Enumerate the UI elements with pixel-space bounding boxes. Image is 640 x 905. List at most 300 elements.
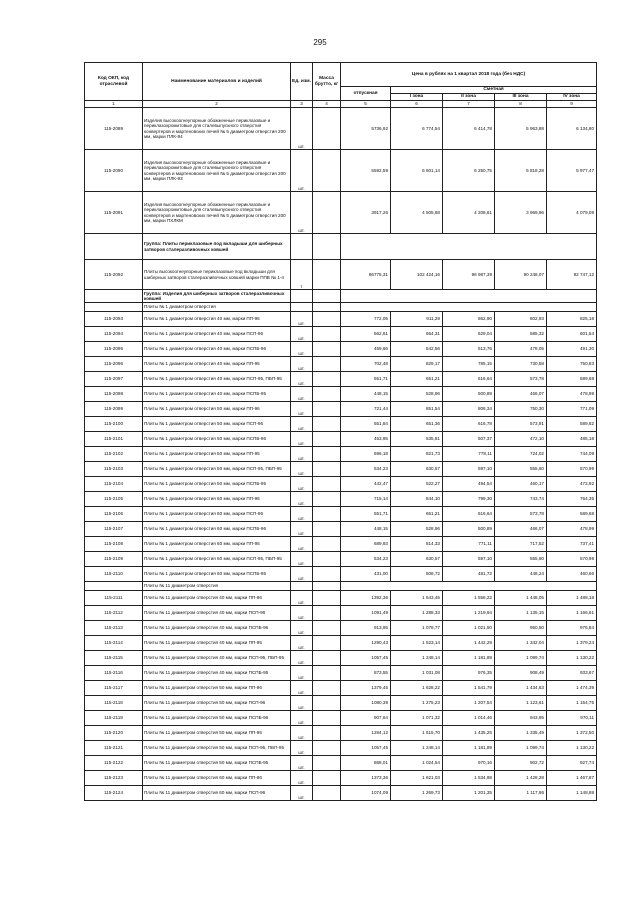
price-zone-4: 927,74 bbox=[547, 756, 597, 771]
subgroup-title: Плиты № 11 диаметром отверстия bbox=[143, 582, 291, 591]
empty-code-cell bbox=[85, 582, 143, 591]
item-mass bbox=[313, 567, 341, 582]
price-zone-1: 522,27 bbox=[391, 477, 443, 492]
header-zone-1: I зона bbox=[391, 94, 443, 101]
price-zone-1: 508,72 bbox=[391, 567, 443, 582]
item-mass bbox=[313, 372, 341, 387]
price-zone-4: 764,35 bbox=[547, 492, 597, 507]
price-zone-2: 771,11 bbox=[443, 537, 495, 552]
price-release: 696,18 bbox=[341, 447, 391, 462]
price-zone-3: 1 434,63 bbox=[495, 681, 547, 696]
price-zone-2: 4 208,61 bbox=[443, 192, 495, 234]
price-release: 86775,31 bbox=[341, 260, 391, 290]
item-unit: шт. bbox=[291, 636, 313, 651]
price-release: 442,47 bbox=[341, 477, 391, 492]
price-release: 868,01 bbox=[341, 756, 391, 771]
price-zone-3: 1 135,15 bbox=[495, 606, 547, 621]
empty-cell bbox=[291, 582, 313, 591]
item-unit: шт. bbox=[291, 108, 313, 150]
price-zone-4: 1 372,50 bbox=[547, 726, 597, 741]
table-row bbox=[85, 150, 597, 192]
price-zone-1: 1 269,73 bbox=[391, 786, 443, 801]
item-mass bbox=[313, 537, 341, 552]
price-zone-3: 1 428,28 bbox=[495, 771, 547, 786]
item-code: 115-2108 bbox=[85, 537, 143, 552]
price-zone-1: 542,56 bbox=[391, 342, 443, 357]
table-row bbox=[85, 552, 597, 567]
price-zone-4: 1 474,39 bbox=[547, 681, 597, 696]
price-zone-1: 651,21 bbox=[391, 372, 443, 387]
price-zone-1: 1 643,45 bbox=[391, 591, 443, 606]
price-zone-1: 528,96 bbox=[391, 387, 443, 402]
item-name: Изделия высокоогнеупорные обожженные периклазовые и периклазохромитовые для сталевыпускного отверстия конвертеров и мартеновских печей № 5 диаметром отверстия 200 мм, марки ПЛК-94 bbox=[143, 108, 291, 150]
item-code: 115-2098 bbox=[85, 387, 143, 402]
price-zone-4: 92 747,12 bbox=[547, 260, 597, 290]
empty-cell bbox=[313, 290, 341, 303]
price-zone-4: 478,99 bbox=[547, 387, 597, 402]
price-zone-4: 478,99 bbox=[547, 522, 597, 537]
item-code: 115-2110 bbox=[85, 567, 143, 582]
item-name: Плиты № 11 диаметром отверстия 40 мм, марки ПП-96 bbox=[143, 591, 291, 606]
item-code: 115-2100 bbox=[85, 417, 143, 432]
price-zone-1: 6 774,54 bbox=[391, 108, 443, 150]
table-row bbox=[85, 432, 597, 447]
item-unit: шт. bbox=[291, 522, 313, 537]
item-code: 115-2117 bbox=[85, 681, 143, 696]
price-zone-4: 570,99 bbox=[547, 462, 597, 477]
price-zone-3: 1 123,61 bbox=[495, 696, 547, 711]
empty-cell bbox=[291, 290, 313, 303]
table-body bbox=[85, 108, 597, 801]
item-code: 115-2119 bbox=[85, 711, 143, 726]
price-zone-3: 717,52 bbox=[495, 537, 547, 552]
price-zone-4: 744,09 bbox=[547, 447, 597, 462]
item-unit: шт. bbox=[291, 327, 313, 342]
price-release: 1074,09 bbox=[341, 786, 391, 801]
price-zone-2: 785,15 bbox=[443, 357, 495, 372]
price-zone-2: 1 219,94 bbox=[443, 606, 495, 621]
price-zone-1: 1 248,14 bbox=[391, 741, 443, 756]
price-zone-2: 1 014,46 bbox=[443, 711, 495, 726]
price-zone-4: 750,83 bbox=[547, 357, 597, 372]
item-code: 115-2107 bbox=[85, 522, 143, 537]
item-unit: шт. bbox=[291, 681, 313, 696]
price-zone-4: 491,30 bbox=[547, 342, 597, 357]
empty-cell bbox=[313, 582, 341, 591]
item-mass bbox=[313, 552, 341, 567]
item-code: 115-2124 bbox=[85, 786, 143, 801]
table-row bbox=[85, 492, 597, 507]
empty-cell bbox=[313, 234, 341, 260]
table-row bbox=[85, 711, 597, 726]
table-row bbox=[85, 741, 597, 756]
item-unit: шт. bbox=[291, 477, 313, 492]
item-mass bbox=[313, 357, 341, 372]
price-release: 562,61 bbox=[341, 327, 391, 342]
table-row bbox=[85, 771, 597, 786]
item-name: Плиты № 1 диаметром отверстия 40 мм, марки ПП-95 bbox=[143, 357, 291, 372]
item-mass bbox=[313, 312, 341, 327]
price-zone-2: 96 987,39 bbox=[443, 260, 495, 290]
price-release: 1080,39 bbox=[341, 696, 391, 711]
price-zone-3: 460,17 bbox=[495, 477, 547, 492]
table-row bbox=[85, 681, 597, 696]
item-unit: шт. bbox=[291, 357, 313, 372]
item-unit: шт. bbox=[291, 537, 313, 552]
item-unit: шт. bbox=[291, 402, 313, 417]
item-mass bbox=[313, 606, 341, 621]
item-name: Плиты № 1 диаметром отверстия 40 мм, марки ПСП-96 bbox=[143, 327, 291, 342]
table-row bbox=[85, 636, 597, 651]
item-code: 115-2115 bbox=[85, 651, 143, 666]
item-name: Плиты № 11 диаметром отверстия 50 мм, марки ПСП-95, ПБП-95 bbox=[143, 741, 291, 756]
price-zone-2: 1 435,25 bbox=[443, 726, 495, 741]
price-release: 5592,59 bbox=[341, 150, 391, 192]
item-unit: шт. bbox=[291, 372, 313, 387]
group-title: Группа: Плиты периклазовые под вкладыши для шиберных затворов сталеразливочных ковшей bbox=[143, 234, 291, 260]
item-name: Плиты № 11 диаметром отверстия 40 мм, марки ПСПБ-95 bbox=[143, 666, 291, 681]
item-unit: шт. bbox=[291, 432, 313, 447]
item-name: Плиты № 11 диаметром отверстия 40 мм, марки ПСП-96 bbox=[143, 606, 291, 621]
price-release: 534,23 bbox=[341, 462, 391, 477]
item-code: 115-2106 bbox=[85, 507, 143, 522]
item-name: Плиты № 1 диаметром отверстия 50 мм, марки ПСПБ-96 bbox=[143, 432, 291, 447]
price-release: 721,44 bbox=[341, 402, 391, 417]
item-mass bbox=[313, 651, 341, 666]
price-zone-2: 597,10 bbox=[443, 462, 495, 477]
price-zone-1: 4 505,68 bbox=[391, 192, 443, 234]
item-mass bbox=[313, 192, 341, 234]
table-row bbox=[85, 108, 597, 150]
item-mass bbox=[313, 786, 341, 801]
price-zone-3: 466,07 bbox=[495, 387, 547, 402]
price-release: 1290,43 bbox=[341, 636, 391, 651]
col-number: 5 bbox=[341, 101, 391, 108]
price-zone-3: 908,49 bbox=[495, 666, 547, 681]
price-zone-4: 771,09 bbox=[547, 402, 597, 417]
subgroup-title: Плиты № 1 диаметром отверстия bbox=[143, 303, 291, 312]
empty-code-cell bbox=[85, 290, 143, 303]
price-zone-2: 1 541,79 bbox=[443, 681, 495, 696]
item-unit: шт. bbox=[291, 786, 313, 801]
price-zone-2: 1 021,50 bbox=[443, 621, 495, 636]
price-zone-4: 976,84 bbox=[547, 621, 597, 636]
empty-cell bbox=[313, 303, 341, 312]
item-code: 115-2111 bbox=[85, 591, 143, 606]
price-release: 431,00 bbox=[341, 567, 391, 582]
price-zone-2: 6 250,75 bbox=[443, 150, 495, 192]
item-code: 115-2104 bbox=[85, 477, 143, 492]
price-zone-3: 902,72 bbox=[495, 756, 547, 771]
empty-code-cell bbox=[85, 303, 143, 312]
table-row bbox=[85, 462, 597, 477]
price-zone-1: 1 288,33 bbox=[391, 606, 443, 621]
table-row bbox=[85, 342, 597, 357]
item-code: 115-2102 bbox=[85, 447, 143, 462]
price-zone-4: 485,18 bbox=[547, 432, 597, 447]
price-zone-2: 500,89 bbox=[443, 387, 495, 402]
header-price-title: Цена в рублях на 1 квартал 2018 года (без НДС) bbox=[341, 63, 597, 87]
price-zone-3: 472,10 bbox=[495, 432, 547, 447]
price-zone-1: 1 621,03 bbox=[391, 771, 443, 786]
item-unit: шт. bbox=[291, 666, 313, 681]
price-zone-2: 778,11 bbox=[443, 447, 495, 462]
price-zone-2: 1 181,89 bbox=[443, 651, 495, 666]
price-zone-1: 821,73 bbox=[391, 447, 443, 462]
price-release: 453,95 bbox=[341, 432, 391, 447]
item-name: Изделия высокоогнеупорные обожженные периклазовые и периклазохромитовые для сталевыпускного отверстия конвертеров и мартеновских печей № 5 диаметром отверстия 200 мм, марки ПХЛКМ bbox=[143, 192, 291, 234]
table-row bbox=[85, 591, 597, 606]
table-row bbox=[85, 312, 597, 327]
item-mass bbox=[313, 402, 341, 417]
price-zone-1: 651,21 bbox=[391, 507, 443, 522]
price-release: 1379,45 bbox=[341, 681, 391, 696]
item-unit: шт. bbox=[291, 696, 313, 711]
header-unit: Ед. изм. bbox=[291, 63, 313, 101]
price-zone-1: 1 071,32 bbox=[391, 711, 443, 726]
price-zone-4: 970,11 bbox=[547, 711, 597, 726]
item-mass bbox=[313, 462, 341, 477]
price-zone-4: 933,67 bbox=[547, 666, 597, 681]
price-release: 907,64 bbox=[341, 711, 391, 726]
col-number: 7 bbox=[443, 101, 495, 108]
item-name: Плиты № 1 диаметром отверстия 60 мм, марки ПСПБ-96 bbox=[143, 522, 291, 537]
item-code: 115-2090 bbox=[85, 150, 143, 192]
empty-code-cell bbox=[85, 234, 143, 260]
table-row bbox=[85, 477, 597, 492]
item-mass bbox=[313, 636, 341, 651]
item-unit: шт. bbox=[291, 606, 313, 621]
table-row bbox=[85, 387, 597, 402]
price-zone-3: 448,24 bbox=[495, 567, 547, 582]
table-row bbox=[85, 621, 597, 636]
price-release: 551,84 bbox=[341, 417, 391, 432]
item-code: 115-2093 bbox=[85, 312, 143, 327]
table-row bbox=[85, 507, 597, 522]
price-release: 1091,49 bbox=[341, 606, 391, 621]
price-zone-1: 102 424,16 bbox=[391, 260, 443, 290]
item-name: Плиты № 11 диаметром отверстия 50 мм, марки ПСП-96 bbox=[143, 696, 291, 711]
price-zone-2: 862,90 bbox=[443, 312, 495, 327]
price-zone-3: 478,05 bbox=[495, 342, 547, 357]
price-zone-2: 1 534,98 bbox=[443, 771, 495, 786]
price-release: 1392,36 bbox=[341, 591, 391, 606]
price-zone-1: 1 078,77 bbox=[391, 621, 443, 636]
price-zone-3: 466,07 bbox=[495, 522, 547, 537]
item-name: Плиты № 11 диаметром отверстия 40 мм, марки ПП-95 bbox=[143, 636, 291, 651]
price-zone-1: 1 523,14 bbox=[391, 636, 443, 651]
price-zone-4: 4 079,08 bbox=[547, 192, 597, 234]
item-code: 115-2094 bbox=[85, 327, 143, 342]
item-mass bbox=[313, 342, 341, 357]
header-mass: Масса брутто, кг bbox=[313, 63, 341, 101]
table-row bbox=[85, 567, 597, 582]
item-name: Изделия высокоогнеупорные обожженные периклазовые и периклазохромитовые для сталевыпускного отверстия конвертеров и мартеновских печей № 5 диаметром отверстия 200 мм, марки ПЛК-93 bbox=[143, 150, 291, 192]
item-name: Плиты № 11 диаметром отверстия 50 мм, марки ПСПБ-95 bbox=[143, 756, 291, 771]
item-code: 115-2091 bbox=[85, 192, 143, 234]
price-zone-3: 573,91 bbox=[495, 417, 547, 432]
price-zone-1: 630,57 bbox=[391, 552, 443, 567]
page-number: 295 bbox=[313, 38, 327, 47]
item-name: Плиты № 11 диаметром отверстия 60 мм, марки ПСП-96 bbox=[143, 786, 291, 801]
table-row bbox=[85, 666, 597, 681]
item-code: 115-2116 bbox=[85, 666, 143, 681]
price-zone-4: 1 130,22 bbox=[547, 651, 597, 666]
item-code: 115-2089 bbox=[85, 108, 143, 150]
table-row bbox=[85, 260, 597, 290]
price-zone-2: 970,16 bbox=[443, 756, 495, 771]
item-name: Плиты № 1 диаметром отверстия 50 мм, марки ПП-95 bbox=[143, 447, 291, 462]
empty-cell bbox=[291, 234, 313, 260]
price-zone-2: 500,89 bbox=[443, 522, 495, 537]
item-name: Плиты № 1 диаметром отверстия 40 мм, марки ПСПБ-96 bbox=[143, 342, 291, 357]
col-number: 2 bbox=[143, 101, 291, 108]
price-zone-2: 616,64 bbox=[443, 372, 495, 387]
col-number: 4 bbox=[313, 101, 341, 108]
item-mass bbox=[313, 741, 341, 756]
header-zone-3: III зона bbox=[495, 94, 547, 101]
item-name: Плиты № 1 диаметром отверстия 40 мм, марки ПСПБ-95 bbox=[143, 387, 291, 402]
item-unit: шт. bbox=[291, 552, 313, 567]
price-zone-4: 1 154,75 bbox=[547, 696, 597, 711]
price-zone-1: 6 601,14 bbox=[391, 150, 443, 192]
price-release: 448,15 bbox=[341, 387, 391, 402]
price-release: 873,55 bbox=[341, 666, 391, 681]
item-mass bbox=[313, 417, 341, 432]
price-zone-1: 1 515,70 bbox=[391, 726, 443, 741]
price-zone-3: 1 099,74 bbox=[495, 651, 547, 666]
item-code: 115-2103 bbox=[85, 462, 143, 477]
item-code: 115-2123 bbox=[85, 771, 143, 786]
price-zone-3: 943,95 bbox=[495, 711, 547, 726]
header-wholesale: Сметная bbox=[391, 87, 597, 94]
header-name: Наименование материалов и изделий bbox=[143, 63, 291, 101]
item-code: 115-2120 bbox=[85, 726, 143, 741]
table-row bbox=[85, 327, 597, 342]
price-zone-2: 799,30 bbox=[443, 492, 495, 507]
item-code: 115-2096 bbox=[85, 357, 143, 372]
price-release: 459,66 bbox=[341, 342, 391, 357]
price-release: 715,14 bbox=[341, 492, 391, 507]
item-mass bbox=[313, 387, 341, 402]
price-zone-3: 555,60 bbox=[495, 552, 547, 567]
price-zone-1: 1 024,54 bbox=[391, 756, 443, 771]
item-unit: шт. bbox=[291, 150, 313, 192]
table-row bbox=[85, 786, 597, 801]
item-mass bbox=[313, 711, 341, 726]
price-release: 3917,26 bbox=[341, 192, 391, 234]
item-code: 115-2113 bbox=[85, 621, 143, 636]
col-number: 1 bbox=[85, 101, 143, 108]
price-release: 1284,12 bbox=[341, 726, 391, 741]
table-row bbox=[85, 651, 597, 666]
price-zone-1: 1 031,08 bbox=[391, 666, 443, 681]
price-zone-2: 629,04 bbox=[443, 327, 495, 342]
item-mass bbox=[313, 260, 341, 290]
price-zone-1: 911,29 bbox=[391, 312, 443, 327]
price-release: 1057,45 bbox=[341, 651, 391, 666]
item-unit: шт. bbox=[291, 192, 313, 234]
table-row bbox=[85, 606, 597, 621]
item-unit: шт. bbox=[291, 462, 313, 477]
item-name: Плиты № 1 диаметром отверстия 40 мм, марки ПП-96 bbox=[143, 312, 291, 327]
price-zone-2: 597,10 bbox=[443, 552, 495, 567]
price-zone-2: 1 181,89 bbox=[443, 741, 495, 756]
item-name: Плиты № 1 диаметром отверстия 60 мм, марки ПСП-96 bbox=[143, 507, 291, 522]
item-mass bbox=[313, 681, 341, 696]
price-release: 448,15 bbox=[341, 522, 391, 537]
item-name: Плиты № 1 диаметром отверстия 60 мм, марки ПП-96 bbox=[143, 492, 291, 507]
empty-cell bbox=[341, 582, 597, 591]
item-unit: шт. bbox=[291, 507, 313, 522]
price-zone-1: 535,81 bbox=[391, 432, 443, 447]
item-mass bbox=[313, 447, 341, 462]
item-unit: шт. bbox=[291, 342, 313, 357]
item-mass bbox=[313, 756, 341, 771]
price-zone-1: 1 248,14 bbox=[391, 651, 443, 666]
table-row bbox=[85, 696, 597, 711]
price-zone-3: 5 818,28 bbox=[495, 150, 547, 192]
item-code: 115-2105 bbox=[85, 492, 143, 507]
header-zone-2: II зона bbox=[443, 94, 495, 101]
item-name: Плиты № 1 диаметром отверстия 40 мм, марки ПСП-95, ПБП-95 bbox=[143, 372, 291, 387]
item-mass bbox=[313, 666, 341, 681]
price-zone-4: 1 467,87 bbox=[547, 771, 597, 786]
item-mass bbox=[313, 771, 341, 786]
price-release: 913,95 bbox=[341, 621, 391, 636]
item-name: Плиты № 1 диаметром отверстия 60 мм, марки ПП-95 bbox=[143, 537, 291, 552]
subgroup-row bbox=[85, 303, 597, 312]
table-row bbox=[85, 726, 597, 741]
col-number: 9 bbox=[547, 101, 597, 108]
price-zone-3: 5 963,88 bbox=[495, 108, 547, 150]
item-name: Плиты № 11 диаметром отверстия 50 мм, марки ПП-95 bbox=[143, 726, 291, 741]
item-name: Плиты № 1 диаметром отверстия 60 мм, марки ПСПБ-95 bbox=[143, 567, 291, 582]
item-code: 115-2118 bbox=[85, 696, 143, 711]
price-zone-1: 814,33 bbox=[391, 537, 443, 552]
item-name: Плиты № 11 диаметром отверстия 60 мм, марки ПП-96 bbox=[143, 771, 291, 786]
price-release: 702,48 bbox=[341, 357, 391, 372]
item-mass bbox=[313, 492, 341, 507]
table-row bbox=[85, 357, 597, 372]
item-name: Плиты высокоогнеупорные периклазовые под вкладыши для шиберных затворов сталеразливочных ковшей марки ППВ № 1-4 bbox=[143, 260, 291, 290]
price-release: 772,05 bbox=[341, 312, 391, 327]
item-mass bbox=[313, 621, 341, 636]
header-zone-4: IV зона bbox=[547, 94, 597, 101]
price-zone-3: 1 335,49 bbox=[495, 726, 547, 741]
price-zone-3: 1 448,05 bbox=[495, 591, 547, 606]
price-zone-1: 664,31 bbox=[391, 327, 443, 342]
group-row bbox=[85, 290, 597, 303]
item-name: Плиты № 11 диаметром отверстия 40 мм, марки ПСПБ-96 bbox=[143, 621, 291, 636]
item-mass bbox=[313, 477, 341, 492]
subgroup-row bbox=[85, 582, 597, 591]
price-zone-3: 724,02 bbox=[495, 447, 547, 462]
price-zone-4: 589,68 bbox=[547, 372, 597, 387]
price-zone-3: 555,60 bbox=[495, 462, 547, 477]
item-mass bbox=[313, 726, 341, 741]
price-zone-1: 1 628,22 bbox=[391, 681, 443, 696]
price-zone-1: 1 275,23 bbox=[391, 696, 443, 711]
item-code: 115-2097 bbox=[85, 372, 143, 387]
table-row bbox=[85, 417, 597, 432]
item-mass bbox=[313, 327, 341, 342]
price-zone-1: 528,96 bbox=[391, 522, 443, 537]
price-zone-2: 616,64 bbox=[443, 507, 495, 522]
table-row bbox=[85, 756, 597, 771]
item-code: 115-2101 bbox=[85, 432, 143, 447]
price-release: 534,23 bbox=[341, 552, 391, 567]
